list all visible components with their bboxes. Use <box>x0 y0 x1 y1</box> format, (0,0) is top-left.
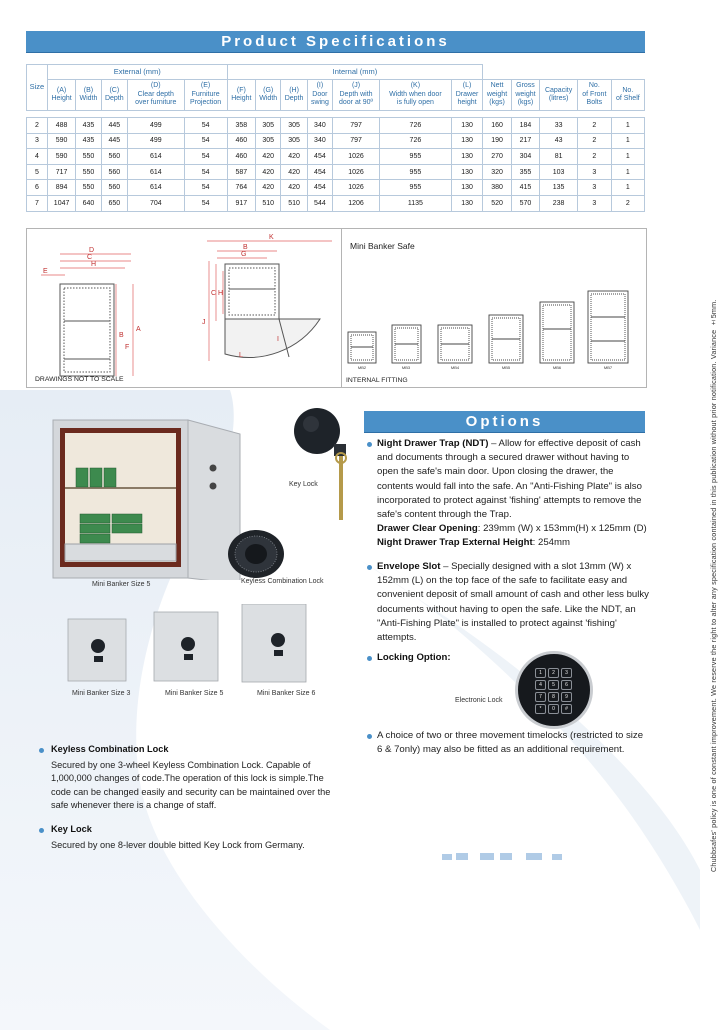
column-header <box>184 80 227 111</box>
table-cell: 454 <box>307 149 332 165</box>
column-header <box>76 80 101 111</box>
table-cell: 340 <box>307 118 332 134</box>
ndt-option <box>364 437 649 551</box>
column-header-line: weight <box>515 90 536 98</box>
column-header <box>511 80 539 111</box>
column-header-line: (A) <box>56 86 67 94</box>
size-cell: 6 <box>27 180 48 196</box>
table-cell: 560 <box>101 164 127 180</box>
column-header-line: Gross <box>516 82 535 90</box>
table-cell: 445 <box>101 133 127 149</box>
table-cell: 1 <box>611 133 644 149</box>
column-header-line: door at 90º <box>339 99 374 107</box>
keylock-section <box>39 823 339 852</box>
table-row <box>27 180 645 196</box>
keyless-lock-caption: Keyless Combination Lock <box>241 578 324 585</box>
keypad-key: 3 <box>561 668 572 678</box>
column-header-line: Drawer <box>455 90 479 98</box>
table-cell: 3 <box>578 195 612 211</box>
model-label-mb3: MB3 <box>401 365 411 370</box>
envelope-text: – Specially designed with a slot 13mm (W) x 152mm (L) on the top face of the safe to facilitate easy and convenient deposit of small amount of cash and other less bulky documents without having to open the safe. Like the NDT, an "Anti-Fishing Plate" is installed to protect against 'fishing' attempts. <box>377 561 649 644</box>
column-header-line: Clear depth <box>137 90 174 98</box>
keyless-dial-photo <box>222 528 286 580</box>
table-cell: 499 <box>127 118 184 134</box>
column-header-line: Nett <box>490 82 504 90</box>
table-row <box>27 195 645 211</box>
column-header-line: Door <box>312 90 328 98</box>
mini-banker-fittings <box>341 228 647 388</box>
column-header-line: Width <box>79 95 98 102</box>
model-label-mb2: MB2 <box>357 365 367 370</box>
column-header <box>451 80 483 111</box>
table-cell: 1206 <box>333 195 380 211</box>
table-cell: 358 <box>227 118 255 134</box>
ndt-height-label: Night Drawer Trap External Height <box>377 537 533 549</box>
table-cell: 590 <box>47 149 75 165</box>
table-cell: 614 <box>127 164 184 180</box>
table-cell: 1026 <box>333 180 380 196</box>
table-cell: 54 <box>184 180 227 196</box>
timelock-bullet <box>367 734 372 739</box>
column-header-line: weight <box>486 90 508 98</box>
table-cell: 340 <box>307 133 332 149</box>
ndt-text: – Allow for effective deposit of cash and documents through a secured drawer without having to open the safe's main door. Upon closing the drawer, the contents would fall into the safe. An "Anti-Fishing Plate" is also incorporated to protect against 'fishing' attempts to remove the safe's content through the Trap. <box>377 438 642 521</box>
internal-fitting-label: INTERNAL FITTING <box>346 377 408 384</box>
column-header <box>611 80 644 111</box>
table-cell: 130 <box>451 164 483 180</box>
dim-letter-f: F <box>125 344 130 351</box>
column-header-line: of Front <box>582 90 607 98</box>
column-header-line: swing <box>310 99 329 107</box>
dim-letter-j: J <box>202 319 206 326</box>
internal-group-header: Internal (mm) <box>227 65 483 80</box>
table-cell: 650 <box>101 195 127 211</box>
table-cell: 764 <box>227 180 255 196</box>
table-cell: 355 <box>511 164 539 180</box>
table-cell: 130 <box>451 149 483 165</box>
dim-letter-c-top: C <box>211 290 217 297</box>
table-cell: 305 <box>256 118 281 134</box>
table-cell: 3 <box>578 164 612 180</box>
dim-letter-c: C <box>87 254 93 261</box>
keypad-key: # <box>561 704 572 714</box>
size-cell: 7 <box>27 195 48 211</box>
ndt-bullet <box>367 442 372 447</box>
column-header-line: (litres) <box>548 95 569 102</box>
dim-letter-b: B <box>119 332 124 339</box>
table-cell: 726 <box>380 118 452 134</box>
table-cell: 460 <box>227 133 255 149</box>
keypad-key: * <box>535 704 546 714</box>
table-cell: 305 <box>256 133 281 149</box>
dim-letter-h: H <box>91 261 97 268</box>
table-cell: 190 <box>483 133 511 149</box>
table-cell: 54 <box>184 149 227 165</box>
table-cell: 614 <box>127 149 184 165</box>
locking-bullet <box>367 656 372 661</box>
dimension-drawing-svg <box>27 229 357 387</box>
dimension-drawings <box>26 228 358 388</box>
table-cell: 704 <box>127 195 184 211</box>
model-fitting-svg <box>342 229 646 387</box>
column-header-line: (E) <box>200 82 211 90</box>
table-cell: 160 <box>483 118 511 134</box>
table-row <box>27 164 645 180</box>
electronic-lock-photo <box>515 651 593 729</box>
table-cell: 2 <box>578 149 612 165</box>
table-cell: 445 <box>101 118 127 134</box>
column-header-line: No. <box>588 82 600 90</box>
column-header-line: (D) <box>150 82 161 90</box>
table-cell: 1 <box>611 149 644 165</box>
table-cell: 2 <box>611 195 644 211</box>
table-cell: 1 <box>611 164 644 180</box>
column-header-line: Depth with <box>339 90 373 98</box>
size6-caption: Mini Banker Size 6 <box>257 690 316 697</box>
policy-sidetext: Chubbsafes' policy is one of constant improvement. We reserve the right to alter any specification contained in this publication without prior notification. Variance ±5mm. <box>709 299 718 873</box>
column-header-line: (I) <box>316 82 324 90</box>
column-header-line: (L) <box>462 82 472 90</box>
column-header <box>256 80 281 111</box>
product-specifications-banner: Product Specifications <box>26 31 645 53</box>
table-cell: 305 <box>281 133 307 149</box>
keyless-section <box>39 743 339 813</box>
table-cell: 488 <box>47 118 75 134</box>
keyless-bullet <box>39 748 44 753</box>
column-header-line: is fully open <box>396 99 434 107</box>
column-header-line: (C) <box>109 86 120 94</box>
table-cell: 544 <box>307 195 332 211</box>
electronic-lock-caption: Electronic Lock <box>455 697 503 704</box>
table-cell: 1026 <box>333 149 380 165</box>
table-cell: 510 <box>256 195 281 211</box>
drawer-opening-value: : 239mm (W) x 153mm(H) x 125mm (D) <box>477 523 647 535</box>
table-cell: 435 <box>76 118 101 134</box>
model-label-mb6: MB6 <box>552 365 562 370</box>
keypad-key: 0 <box>548 704 559 714</box>
column-header <box>47 80 75 111</box>
table-cell: 550 <box>76 164 101 180</box>
table-cell: 955 <box>380 180 452 196</box>
table-cell: 894 <box>47 180 75 196</box>
column-header <box>101 80 127 111</box>
size-cell: 3 <box>27 133 48 149</box>
table-cell: 54 <box>184 195 227 211</box>
ndt-title: Night Drawer Trap (NDT) <box>377 438 489 449</box>
safe-size-row <box>65 604 325 686</box>
table-cell: 520 <box>483 195 511 211</box>
column-header <box>127 80 184 111</box>
model-label-mb5: MB5 <box>501 365 511 370</box>
column-header-line: (J) <box>351 82 361 90</box>
size3-caption: Mini Banker Size 3 <box>72 690 131 697</box>
table-cell: 587 <box>227 164 255 180</box>
table-cell: 510 <box>281 195 307 211</box>
table-cell: 1 <box>611 180 644 196</box>
dim-letter-b-top: B <box>243 244 248 251</box>
table-cell: 238 <box>540 195 578 211</box>
table-cell: 81 <box>540 149 578 165</box>
table-cell: 590 <box>47 133 75 149</box>
table-cell: 420 <box>256 164 281 180</box>
table-row <box>27 149 645 165</box>
column-header-line: (kgs) <box>517 99 534 107</box>
column-header-line: Height <box>231 95 252 102</box>
column-header <box>281 80 307 111</box>
size-cell: 5 <box>27 164 48 180</box>
keypad-key: 9 <box>561 692 572 702</box>
external-group-header: External (mm) <box>47 65 227 80</box>
size-cell: 4 <box>27 149 48 165</box>
dim-letter-d: D <box>89 247 95 254</box>
table-cell: 454 <box>307 164 332 180</box>
column-header-line: Bolts <box>586 99 603 107</box>
table-cell: 560 <box>101 149 127 165</box>
mini-banker-title: Mini Banker Safe <box>350 241 415 251</box>
key-lock-caption: Key Lock <box>289 481 318 488</box>
table-cell: 54 <box>184 118 227 134</box>
column-header-line: (kgs) <box>489 99 505 107</box>
timelock-text: A choice of two or three movement timelocks (restricted to size 6 & 7only) may also be fitted as an additional requirement. <box>377 730 644 756</box>
table-cell: 499 <box>127 133 184 149</box>
dim-letter-a: A <box>136 326 141 333</box>
column-header-line: Width <box>259 95 278 102</box>
table-cell: 420 <box>256 149 281 165</box>
column-header <box>380 80 452 111</box>
column-header-line: (G) <box>263 86 274 94</box>
specification-table <box>26 64 645 212</box>
column-header-line: Depth <box>104 95 124 102</box>
table-row <box>27 133 645 149</box>
drawer-opening-label: Drawer Clear Opening <box>377 523 478 535</box>
keypad-key: 8 <box>548 692 559 702</box>
table-cell: 304 <box>511 149 539 165</box>
column-header-line: (H) <box>289 86 299 94</box>
table-cell: 270 <box>483 149 511 165</box>
table-cell: 130 <box>451 180 483 196</box>
watermark-fragment <box>440 850 590 862</box>
table-cell: 560 <box>101 180 127 196</box>
table-cell: 550 <box>76 149 101 165</box>
table-cell: 420 <box>281 149 307 165</box>
table-cell: 43 <box>540 133 578 149</box>
table-cell: 130 <box>451 118 483 134</box>
options-banner: Options <box>364 411 645 433</box>
model-label-mb4: MB4 <box>450 365 460 370</box>
column-header-line: Depth <box>284 95 304 102</box>
table-cell: 54 <box>184 133 227 149</box>
timelock-option <box>364 729 649 757</box>
table-cell: 460 <box>227 149 255 165</box>
column-header-line: (K) <box>410 82 421 90</box>
table-cell: 435 <box>76 133 101 149</box>
table-cell: 614 <box>127 180 184 196</box>
table-cell: 1026 <box>333 164 380 180</box>
column-header-line: of Shelf <box>615 95 640 102</box>
table-cell: 130 <box>451 195 483 211</box>
table-cell: 415 <box>511 180 539 196</box>
keypad-key: 6 <box>561 680 572 690</box>
table-cell: 640 <box>76 195 101 211</box>
keyless-text: Secured by one 3-wheel Keyless Combination Lock. Capable of 1,000,000 changes of code.The operation of this lock is simple.The code can be changed easily and security can be maintained over the safe whenever there is a change of staff. <box>51 759 331 811</box>
column-header <box>483 80 511 111</box>
envelope-option <box>364 560 649 645</box>
model-label-mb7: MB7 <box>603 365 613 370</box>
table-cell: 420 <box>281 164 307 180</box>
dim-letter-i: I <box>277 336 279 343</box>
table-cell: 320 <box>483 164 511 180</box>
column-header-line: No. <box>622 86 634 94</box>
table-cell: 955 <box>380 149 452 165</box>
keylock-bullet <box>39 828 44 833</box>
size5-caption: Mini Banker Size 5 <box>165 690 224 697</box>
locking-option <box>364 651 649 665</box>
table-cell: 420 <box>256 180 281 196</box>
column-header <box>227 80 255 111</box>
keylock-title: Key Lock <box>51 824 92 834</box>
table-cell: 1 <box>611 118 644 134</box>
column-header <box>540 80 578 111</box>
keypad-key: 2 <box>548 668 559 678</box>
keylock-text: Secured by one 8-lever double bitted Key Lock from Germany. <box>51 839 305 850</box>
table-cell: 420 <box>281 180 307 196</box>
table-cell: 917 <box>227 195 255 211</box>
column-header-line: (B) <box>83 86 94 94</box>
keypad-key: 5 <box>548 680 559 690</box>
table-cell: 33 <box>540 118 578 134</box>
ndt-height-value: : 254mm <box>532 537 570 549</box>
column-header-line: height <box>457 99 477 107</box>
dim-letter-g: G <box>241 251 247 258</box>
main-safe-caption: Mini Banker Size 5 <box>92 581 151 588</box>
table-cell: 726 <box>380 133 452 149</box>
table-cell: 3 <box>578 180 612 196</box>
column-header <box>578 80 612 111</box>
column-header-line: Furniture <box>191 90 220 98</box>
table-cell: 54 <box>184 164 227 180</box>
table-cell: 550 <box>76 180 101 196</box>
table-cell: 1135 <box>380 195 452 211</box>
column-header-line: (F) <box>236 86 246 94</box>
column-header-line: over furniture <box>135 99 177 107</box>
table-cell: 380 <box>483 180 511 196</box>
table-cell: 184 <box>511 118 539 134</box>
size-cell: 2 <box>27 118 48 134</box>
table-cell: 103 <box>540 164 578 180</box>
table-cell: 717 <box>47 164 75 180</box>
dim-letter-l: L <box>239 352 243 359</box>
keypad-key: 4 <box>535 680 546 690</box>
drawings-note: DRAWINGS NOT TO SCALE <box>35 376 124 383</box>
column-header <box>307 80 332 111</box>
table-cell: 217 <box>511 133 539 149</box>
locking-title: Locking Option: <box>377 652 451 663</box>
key-lock-photo <box>286 406 356 524</box>
dim-letter-k: K <box>269 234 274 241</box>
dim-letter-e: E <box>43 268 48 275</box>
column-header-line: Capacity <box>544 86 573 94</box>
table-cell: 570 <box>511 195 539 211</box>
dim-letter-h-top: H <box>218 290 224 297</box>
size-header: Size <box>27 65 48 111</box>
table-cell: 1047 <box>47 195 75 211</box>
keypad-key: 1 <box>535 668 546 678</box>
table-cell: 305 <box>281 118 307 134</box>
table-cell: 955 <box>380 164 452 180</box>
table-cell: 797 <box>333 133 380 149</box>
envelope-bullet <box>367 565 372 570</box>
table-cell: 2 <box>578 133 612 149</box>
keypad-key: 7 <box>535 692 546 702</box>
keyless-title: Keyless Combination Lock <box>51 744 169 754</box>
column-header-line: Width when door <box>389 90 442 98</box>
table-cell: 2 <box>578 118 612 134</box>
envelope-title: Envelope Slot <box>377 561 441 572</box>
column-header <box>333 80 380 111</box>
column-header-line: Projection <box>190 99 222 107</box>
table-cell: 130 <box>451 133 483 149</box>
table-cell: 797 <box>333 118 380 134</box>
table-cell: 454 <box>307 180 332 196</box>
column-header-line: Height <box>51 95 72 102</box>
table-row <box>27 118 645 134</box>
table-cell: 135 <box>540 180 578 196</box>
